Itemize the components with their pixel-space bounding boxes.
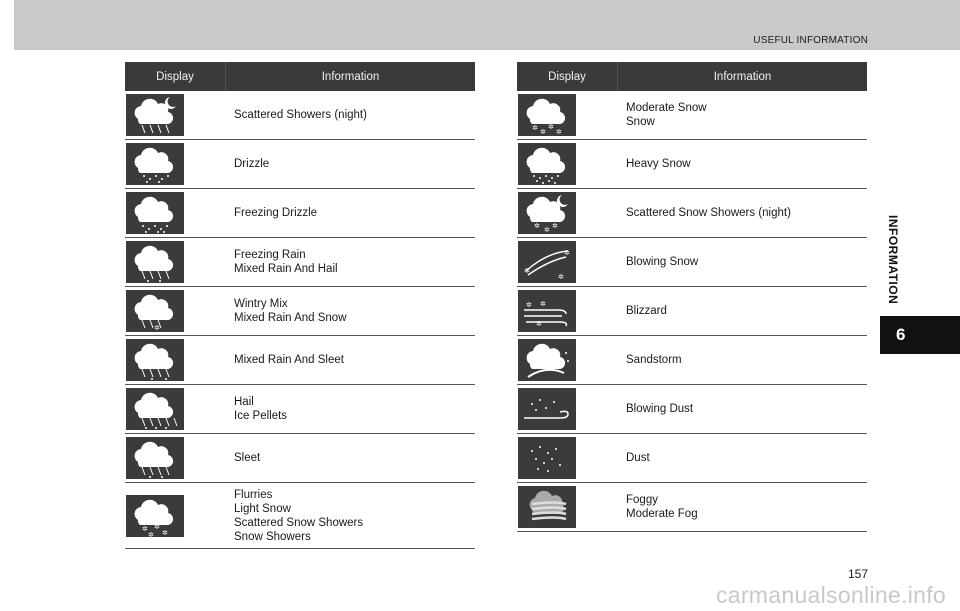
svg-text:✲: ✲ bbox=[534, 222, 540, 230]
table-body bbox=[125, 91, 475, 549]
info-line: Moderate Fog bbox=[626, 508, 698, 520]
table-body bbox=[517, 91, 867, 532]
weather-icons-table-left bbox=[125, 62, 475, 549]
info-cell bbox=[226, 434, 475, 482]
info-line: Snow bbox=[626, 116, 655, 128]
weather-icons-table-right bbox=[517, 62, 867, 532]
info-line: Scattered Snow Showers bbox=[234, 516, 364, 529]
info-line: Wintry Mix bbox=[234, 298, 288, 310]
info-line: Freezing Rain bbox=[234, 249, 306, 261]
icon-cell bbox=[125, 483, 226, 548]
icon-cell bbox=[125, 140, 226, 188]
info-cell bbox=[618, 189, 867, 237]
info-line: Freezing Drizzle bbox=[234, 207, 318, 219]
chapter-tab: 6 bbox=[880, 316, 960, 354]
table-row bbox=[125, 238, 475, 287]
info-line: Dust bbox=[626, 452, 650, 464]
info-line: Mixed Rain And Sleet bbox=[234, 354, 344, 366]
icon-cell bbox=[125, 385, 226, 433]
blowing-snow-icon bbox=[518, 241, 576, 283]
table-row bbox=[517, 434, 867, 483]
table-row bbox=[517, 189, 867, 238]
info-line: Heavy Snow bbox=[626, 158, 691, 170]
info-cell bbox=[618, 385, 867, 433]
heavy-snow-icon bbox=[518, 143, 576, 185]
table-row bbox=[517, 287, 867, 336]
section-header: USEFUL INFORMATION bbox=[753, 35, 868, 46]
info-cell bbox=[618, 140, 867, 188]
wintry-mix-icon bbox=[126, 290, 184, 332]
info-line: Sleet bbox=[234, 452, 261, 464]
sleet-icon bbox=[126, 437, 184, 479]
table-row bbox=[517, 140, 867, 189]
svg-text:✲: ✲ bbox=[556, 128, 562, 136]
svg-text:✲: ✲ bbox=[536, 320, 542, 328]
svg-text:✲: ✲ bbox=[154, 522, 160, 531]
table-row bbox=[517, 385, 867, 434]
icon-cell bbox=[125, 287, 226, 335]
info-cell bbox=[618, 336, 867, 384]
svg-text:✲: ✲ bbox=[564, 249, 570, 257]
info-cell bbox=[226, 189, 475, 237]
svg-text:✲: ✲ bbox=[540, 300, 546, 308]
info-cell bbox=[618, 287, 867, 335]
fog-icon bbox=[518, 486, 576, 528]
info-cell bbox=[226, 140, 475, 188]
svg-text:✲: ✲ bbox=[524, 267, 530, 275]
icon-cell bbox=[517, 336, 618, 384]
moderate-snow-icon bbox=[518, 94, 576, 136]
table-row bbox=[517, 483, 867, 532]
table-row bbox=[125, 385, 475, 434]
page-number: 157 bbox=[847, 567, 868, 581]
info-line: Blowing Snow bbox=[626, 256, 699, 268]
svg-text:✲: ✲ bbox=[548, 123, 554, 131]
info-cell bbox=[226, 91, 475, 139]
table-row bbox=[125, 91, 475, 140]
icon-cell bbox=[517, 287, 618, 335]
table-row bbox=[125, 483, 475, 549]
watermark: carmanualsonline.info bbox=[715, 582, 946, 608]
table-header bbox=[125, 62, 475, 91]
info-line: Scattered Showers (night) bbox=[234, 109, 367, 121]
info-cell bbox=[618, 238, 867, 286]
icon-cell bbox=[517, 238, 618, 286]
svg-text:✲: ✲ bbox=[526, 301, 532, 309]
svg-text:✲: ✲ bbox=[540, 128, 546, 136]
info-cell bbox=[226, 483, 475, 548]
info-line: Hail bbox=[234, 396, 254, 408]
info-cell bbox=[226, 287, 475, 335]
icon-cell bbox=[517, 385, 618, 433]
info-line: Foggy bbox=[626, 494, 658, 506]
info-line: Moderate Snow bbox=[626, 102, 707, 114]
icon-cell bbox=[125, 189, 226, 237]
table-row bbox=[125, 434, 475, 483]
icon-cell bbox=[125, 91, 226, 139]
column-header-information: Information bbox=[713, 70, 772, 83]
table-row bbox=[125, 287, 475, 336]
svg-text:✲: ✲ bbox=[558, 273, 564, 281]
info-cell bbox=[226, 238, 475, 286]
scattered-snow-night-icon bbox=[518, 192, 576, 234]
info-line: Ice Pellets bbox=[234, 410, 288, 422]
info-line: Snow Showers bbox=[234, 530, 311, 543]
info-line: Mixed Rain And Hail bbox=[234, 263, 338, 275]
svg-text:✲: ✲ bbox=[552, 222, 558, 230]
icon-cell bbox=[125, 336, 226, 384]
table-row bbox=[125, 336, 475, 385]
hail-icon bbox=[126, 388, 184, 430]
table-row bbox=[125, 140, 475, 189]
drizzle-icon bbox=[126, 143, 184, 185]
info-line: Blowing Dust bbox=[626, 403, 694, 415]
info-line: Sandstorm bbox=[626, 354, 682, 366]
scattered-showers-night-icon bbox=[126, 94, 184, 136]
freezing-drizzle-icon bbox=[126, 192, 184, 234]
icon-cell bbox=[517, 140, 618, 188]
table-row bbox=[517, 91, 867, 140]
info-cell bbox=[618, 434, 867, 482]
blowing-dust-icon bbox=[518, 388, 576, 430]
info-line: Blizzard bbox=[626, 305, 667, 317]
column-header-information: Information bbox=[321, 70, 380, 83]
icon-cell bbox=[517, 483, 618, 531]
icon-cell bbox=[125, 434, 226, 482]
icon-cell bbox=[517, 434, 618, 482]
svg-text:✲: ✲ bbox=[544, 226, 550, 234]
info-line: Light Snow bbox=[234, 502, 291, 515]
icon-cell bbox=[517, 91, 618, 139]
svg-text:✲: ✲ bbox=[154, 324, 160, 332]
freezing-rain-icon bbox=[126, 241, 184, 283]
table-row bbox=[517, 238, 867, 287]
info-cell bbox=[618, 483, 867, 531]
info-line: Mixed Rain And Snow bbox=[234, 312, 347, 324]
info-cell bbox=[226, 336, 475, 384]
table-header bbox=[517, 62, 867, 91]
svg-text:✲: ✲ bbox=[142, 524, 148, 533]
icon-cell bbox=[125, 238, 226, 286]
info-cell bbox=[226, 385, 475, 433]
svg-text:✲: ✲ bbox=[162, 528, 168, 537]
info-line: Scattered Snow Showers (night) bbox=[626, 207, 791, 219]
info-cell bbox=[618, 91, 867, 139]
table-row bbox=[517, 336, 867, 385]
icon-cell bbox=[517, 189, 618, 237]
sandstorm-icon bbox=[518, 339, 576, 381]
mixed-rain-sleet-icon bbox=[126, 339, 184, 381]
table-row bbox=[125, 189, 475, 238]
dust-icon bbox=[518, 437, 576, 479]
svg-text:✲: ✲ bbox=[532, 124, 538, 132]
column-header-display: Display bbox=[125, 62, 226, 91]
column-header-display: Display bbox=[517, 62, 618, 91]
side-section-label: INFORMATION bbox=[886, 215, 900, 305]
blizzard-icon bbox=[518, 290, 576, 332]
info-line: Drizzle bbox=[234, 158, 270, 170]
info-line: Flurries bbox=[234, 488, 273, 501]
svg-text:✲: ✲ bbox=[148, 530, 154, 537]
flurries-icon bbox=[126, 495, 184, 537]
